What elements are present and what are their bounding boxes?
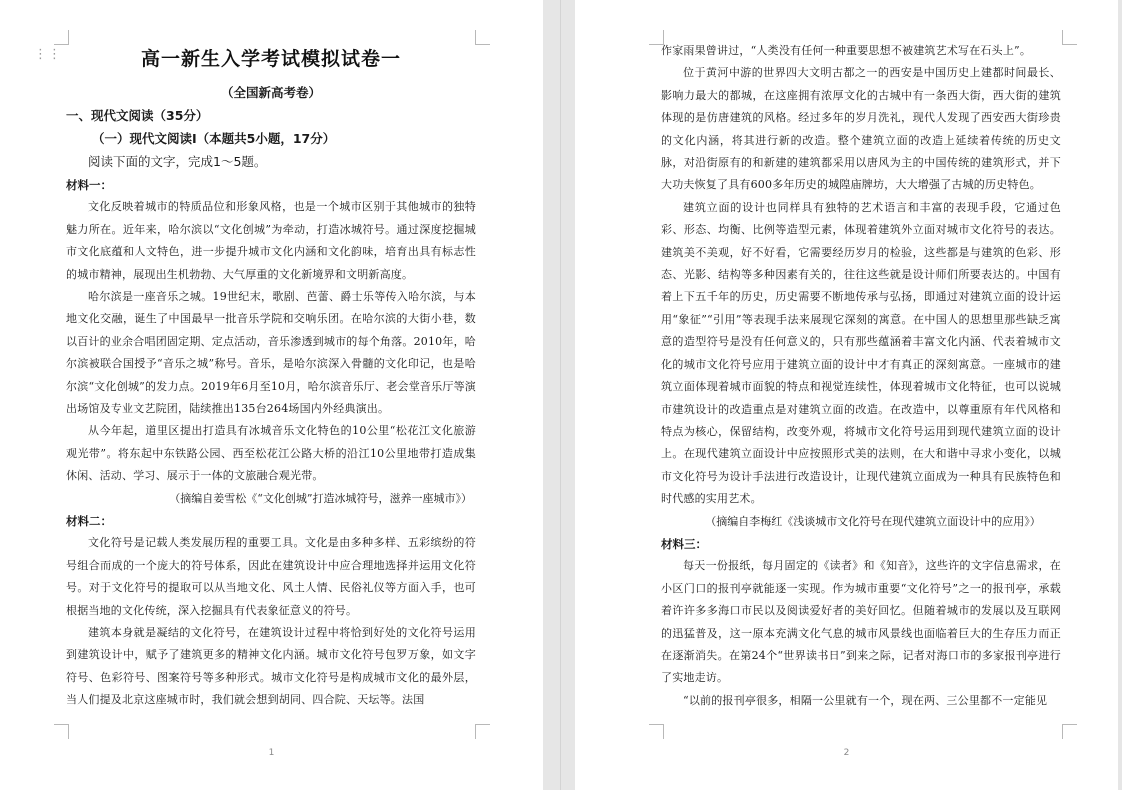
page-2-body bbox=[661, 40, 1061, 712]
material-2-continuation: 作家雨果曾讲过，“人类没有任何一种重要思想不被建筑艺术写在石头上”。 bbox=[661, 44, 1032, 57]
material-3-paragraph: “以前的报刊亭很多，相隔一公里就有一个，现在两、三公里都不一定能见 bbox=[683, 693, 1048, 707]
page-number: 2 bbox=[843, 748, 850, 758]
material-2-paragraph: 文化符号是记载人类发展历程的重要工具。文化是由多种多样、五彩缤纷的符号组合而成的一个庞大的符号体系，因此在建筑设计中应合理地选择并运用文化符号。对于文化符号的提取可以从当地文化、风土人情、民俗礼仪等方面入手，也可根据当地的文化传统，深入挖掘具有代表象征意义的符号。 bbox=[66, 536, 476, 617]
material-2-paragraph: 位于黄河中游的世界四大文明古都之一的西安是中国历史上建都时间最长、影响力最大的都城，在这座拥有浓厚文化的古城中有一条西大街，西大街的建筑体现的是仿唐建筑的风格。经过多年的岁月洗礼，现代人发现了西安西大街珍贵的文化内涵，将其进行新的改造。整个建筑立面的改造上延续着传统的历史文脉，对沿街原有的和新建的建筑都采用以唐风为主的中国传统的建筑形式，并下大功夫恢复了具有600多年历史的城隍庙牌坊，大大增强了古城的历史特色。 bbox=[661, 66, 1061, 192]
paragraph-drag-handle-icon[interactable]: ⋮⋮ bbox=[34, 47, 62, 62]
material-2-paragraph: 建筑立面的设计也同样具有独特的艺术语言和丰富的表现手段，它通过色彩、形态、均衡、比例等造型元素，体现着建筑外立面对城市文化符号的表达。建筑美不美观，好不好看，它需要经历岁月的检验，这些都是与建筑的色彩、形态、光影、结构等多种因素有关的，往往这些就是设计师们所要表达的。中国有着上下五千年的历史，历史需要不断地传承与弘扬，即通过对建筑立面的设计运用“象征”“引用”等表现手法来展现它深刻的寓意。在中国人的思想里那些缺乏寓意的造型符号是没有任何意义的，只有那些蕴涵着丰富文化内涵、代表着城市文化的城市文化符号应用于建筑立面的设计中才有真正的深刻寓意。一座城市的建筑立面体现着城市面貌的特点和视觉连续性，体现着城市文化特征，也可以说城市建筑设计的改造重点是对建筑立面的改造。在改造中，以尊重原有年代风格和特点为核心，保留结构，改变外观，将城市文化符号运用到现代建筑立面的设计上。在现代建筑立面设计中应按照形式美的法则，在大和谐中寻求小变化，以城市文化符号为设计手法进行改造设计，让现代建筑立面成为一种具有民族特色和时代感的实用艺术。 bbox=[661, 200, 1061, 506]
page-corner-mark bbox=[475, 30, 490, 45]
page-gap-divider bbox=[560, 0, 561, 790]
material-2-citation: （摘编自李梅红《浅谈城市文化符号在现代建筑立面设计中的应用》） bbox=[705, 514, 1041, 528]
material-3-paragraph: 每天一份报纸，每月固定的《读者》和《知音》，这些许的文字信息需求，在小区门口的报刊亭就能逐一实现。作为城市重要“文化符号”之一的报刊亭，承载着许许多多海口市民以及阅读爱好者的美好回忆。但随着城市的发展以及互联网的迅猛普及，这一原本充满文化气息的城市风景线也面临着巨大的生存压力而正在逐渐消失。在第24个“世界读书日”到来之际，记者对海口市的多家报刊亭进行了实地走访。 bbox=[661, 559, 1061, 685]
section-heading: 一、现代文阅读（35分） bbox=[66, 108, 209, 123]
page-corner-mark bbox=[1062, 30, 1077, 45]
page-corner-mark bbox=[475, 724, 490, 739]
document-subtitle: （全国新高考卷） bbox=[220, 85, 321, 100]
document-title: 高一新生入学考试模拟试卷一 bbox=[140, 48, 401, 70]
page-1-body bbox=[66, 44, 476, 712]
document-page-1 bbox=[0, 0, 543, 790]
reading-instruction: 阅读下面的文字，完成1～5题。 bbox=[88, 154, 267, 169]
material-2-label: 材料二： bbox=[66, 514, 112, 529]
material-3-label: 材料三： bbox=[661, 536, 707, 551]
material-2-paragraph: 建筑本身就是凝结的文化符号，在建筑设计过程中将恰到好处的文化符号运用到建筑设计中，赋予了建筑更多的精神文化内涵。城市文化符号包罗万象，如文字符号、色彩符号、图案符号等多种形式。城市文化符号是构成城市文化的最外层，当人们提及北京这座城市时，我们就会想到胡同、四合院、天坛等。法国 bbox=[66, 626, 476, 707]
material-1-citation: （摘编自姜雪松《“文化创城”打造冰城符号，滋养一座城市》） bbox=[169, 491, 472, 505]
page-corner-mark bbox=[1062, 724, 1077, 739]
material-1-paragraph: 从今年起，道里区提出打造具有冰城音乐文化特色的10公里“松花江文化旅游观光带”。将东起中东铁路公园、西至松花江公路大桥的沿江10公里地带打造成集休闲、活动、学习、展示于一体的文旅融合观光带。 bbox=[66, 424, 476, 483]
material-1-paragraph: 哈尔滨是一座音乐之城。19世纪末，歌剧、芭蕾、爵士乐等传入哈尔滨，与本地文化交融，诞生了中国最早一批音乐学院和交响乐团。在哈尔滨的大街小巷，数以百计的业余合唱团固定期、定点活动，音乐渗透到城市的每个角落。2010年，哈尔滨被联合国授予“音乐之城”称号。音乐，是哈尔滨深入骨髓的文化印记，也是哈尔滨“文化创城”的发力点。2019年6月至10月，哈尔滨音乐厅、老会堂音乐厅等演出场馆及专业文艺院团，陆续推出135台264场国内外经典演出。 bbox=[66, 290, 476, 416]
page-corner-mark bbox=[54, 30, 69, 45]
page-corner-mark bbox=[54, 724, 69, 739]
material-1-label: 材料一： bbox=[66, 178, 112, 192]
document-page-2 bbox=[575, 0, 1118, 790]
page-number: 1 bbox=[268, 748, 275, 758]
material-1-paragraph: 文化反映着城市的特质品位和形象风格，也是一个城市区别于其他城市的独特魅力所在。近年来，哈尔滨以“文化创城”为牵动，打造冰城符号。通过深度挖掘城市文化底蕴和人文特色，进一步提升城市文化内涵和文化韵味，培育出具有标志性的城市精神，展现出生机勃勃、大气厚重的文化新境界和文明新高度。 bbox=[66, 200, 476, 281]
subsection-heading: （一）现代文阅读Ⅰ（本题共5小题，17分） bbox=[92, 131, 336, 146]
page-corner-mark bbox=[649, 724, 664, 739]
